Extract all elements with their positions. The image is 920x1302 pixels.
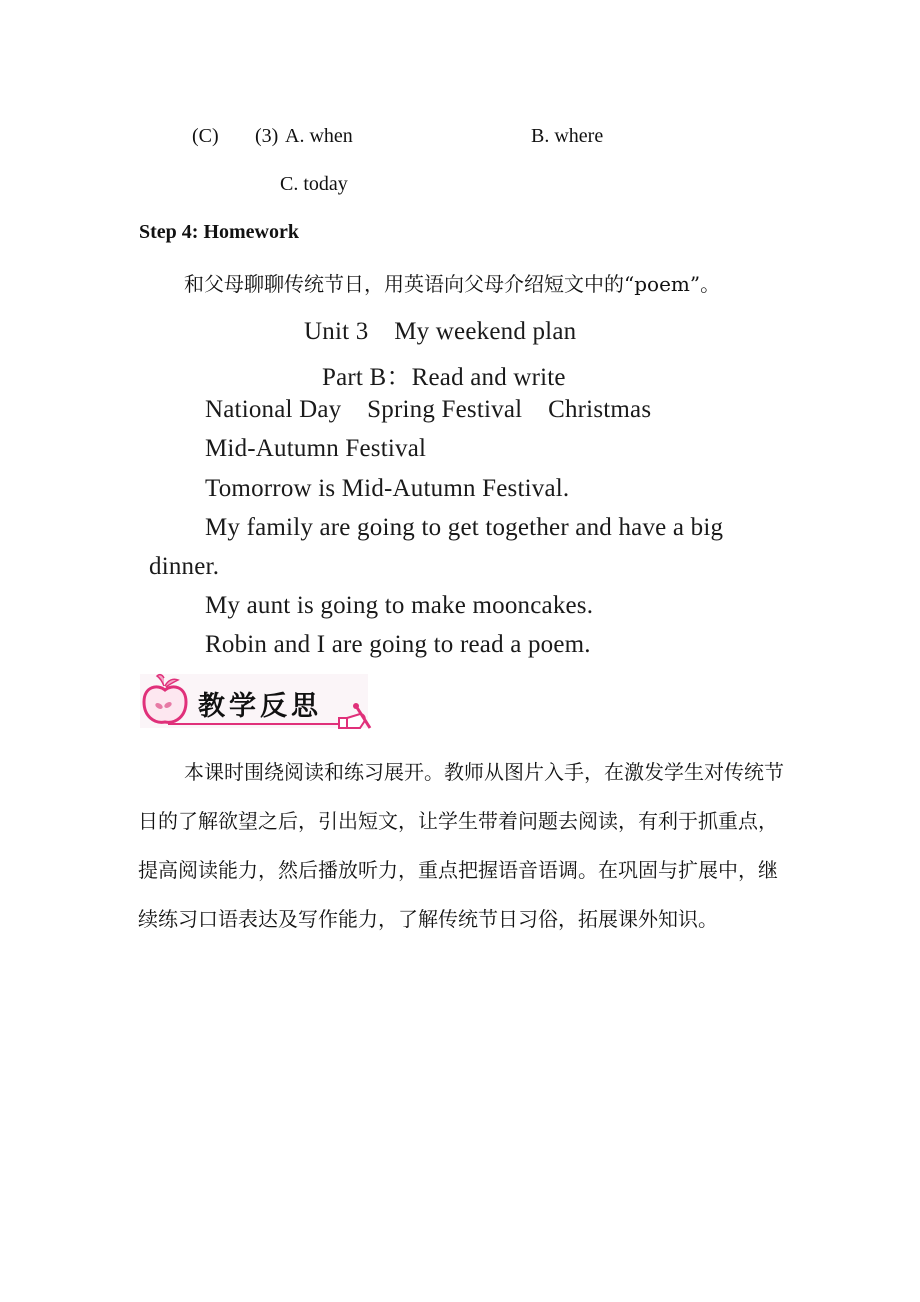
writing-hand-icon: [338, 702, 372, 732]
festivals-line-2: Mid-Autumn Festival: [205, 435, 427, 462]
option-c-text: today: [303, 173, 348, 195]
question-number: (3): [255, 125, 279, 147]
reflection-banner: [138, 670, 370, 732]
option-c-label: C.: [280, 173, 299, 195]
answer-marker: (C): [192, 125, 219, 147]
sentence-4: Robin and I are going to read a poem.: [205, 631, 591, 658]
sentence-3: My aunt is going to make mooncakes.: [205, 592, 594, 619]
apple-icon: [140, 672, 190, 728]
option-b-label: B.: [531, 125, 550, 147]
unit-title: Unit 3 My weekend plan: [304, 318, 577, 345]
reflection-paragraph: 本课时围绕阅读和练习展开。教师从图片入手，在激发学生对传统节日的了解欲望之后，引出短文，让学生带着问题去阅读，有利于抓重点，提高阅读能力，然后播放听力，重点把握语音语调。在巩固与扩展中，继续练习口语表达及写作能力，了解传统节日习俗，拓展课外知识。: [138, 760, 784, 931]
sentence-1: Tomorrow is Mid-Autumn Festival.: [205, 475, 570, 502]
sentence-2b: dinner.: [149, 553, 220, 580]
festivals-line-1: National Day Spring Festival Christmas: [205, 396, 652, 423]
option-c: [280, 173, 348, 196]
option-a: [285, 125, 353, 148]
sentence-2a: My family are going to get together and have a big: [205, 514, 724, 541]
part-title: Part B：Read and write: [322, 364, 566, 391]
homework-instruction: 和父母聊聊传统节日，用英语向父母介绍短文中的“poem”。: [184, 272, 721, 296]
option-a-text: when: [309, 125, 353, 147]
section-heading-homework: Step 4: Homework: [139, 221, 299, 243]
option-b-text: where: [554, 125, 604, 147]
reflection-title: 教学反思: [198, 691, 322, 722]
option-a-label: A.: [285, 125, 305, 147]
option-b: [531, 125, 603, 148]
